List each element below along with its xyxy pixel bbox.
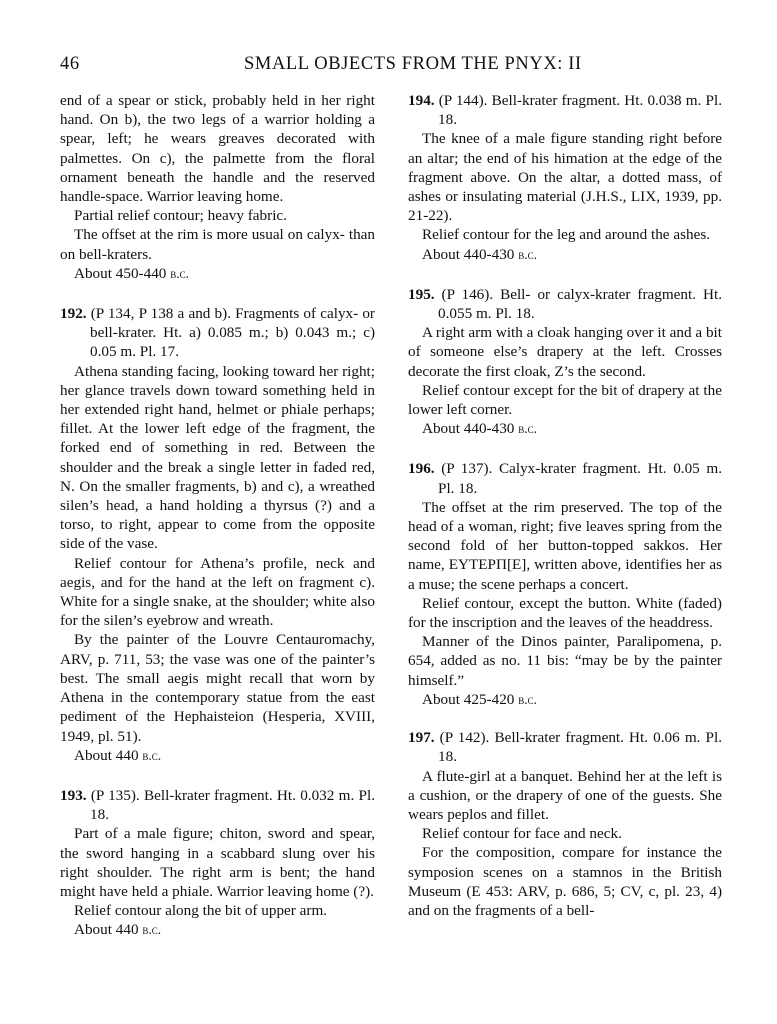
page-number: 46 (60, 54, 80, 74)
paragraph: Relief contour for Athena’s profile, neck and aegis, and for the hand at the left on fragment c). White for a single snake, at the shoulder; white also for the silen’s eyebrow and wreath. (60, 554, 375, 630)
paragraph: By the painter of the Louvre Centauromachy, ARV, p. 711, 53; the vase was one of the painter’s best. The small aegis might recall that worn by Athena in the contemporary statue from the east pediment of the Hephaisteion (Hesperia, XVIII, 1949, pl. 51). (60, 631, 375, 745)
paragraph: Partial relief contour; heavy fabric. (74, 207, 287, 225)
entry-heading: 194. (P 144). Bell-krater fragment. Ht. 0.038 m. Pl. 18. (408, 92, 722, 129)
paragraph: For the composition, compare for instance the symposion scenes on a stamnos in the British Museum (E 453: ARV, p. 686, 5; CV, c, pl. 23, 4) and on the fragments of a bell- (408, 844, 722, 919)
entry-date: About 440-430 b.c. (422, 420, 537, 438)
entry-date: About 440-430 b.c. (422, 245, 537, 263)
entry-number: 193. (60, 786, 87, 804)
entry-number: 197. (408, 729, 435, 747)
entry-number: 196. (408, 460, 435, 478)
paragraph: end of a spear or stick, probably held in her right hand. On b), the two legs of a warrior holding a spear, left; he wears greaves decorated with palmettes. On c), the palmette from the floral ornament beneath the handle and the reserved handle-space. Warrior leaving home. (60, 92, 375, 206)
era-label: b.c. (170, 265, 189, 281)
paragraph: A right arm with a cloak hanging over it and a bit of someone else’s drapery at the left. Crosses decorate the first cloak, Z’s the second. (408, 324, 722, 380)
paragraph: A flute-girl at a banquet. Behind her at the left is a cushion, or the drapery of one of the guests. She wears peplos and fillet. (408, 767, 722, 823)
entry-heading: 193. (P 135). Bell-krater fragment. Ht. 0.032 m. Pl. 18. (60, 786, 375, 824)
paragraph: The offset at the rim preserved. The top of the head of a woman, right; five leaves spring from the second fold of her button-topped sakkos. Her name, ΕΥΤΕΡΠ[Ε], written above, identifies her as a muse; the scene perhaps a concert. (408, 498, 722, 593)
catalog-entry-195 (408, 285, 722, 439)
paragraph: Relief contour, except the button. White (faded) for the inscription and the leaves of the headdress. (408, 594, 722, 632)
paragraph: The offset at the rim is more usual on calyx- than on bell-kraters. (60, 226, 375, 263)
entry-heading: 197. (P 142). Bell-krater fragment. Ht. 0.06 m. Pl. 18. (408, 729, 722, 766)
entry-number: 195. (408, 285, 435, 303)
entry-heading: 192. (P 134, P 138 a and b). Fragments of calyx- or bell-krater. Ht. a) 0.085 m.; b) 0.043 m.; c) 0.05 m. Pl. 17. (60, 305, 375, 361)
entry-heading: 196. (P 137). Calyx-krater fragment. Ht. 0.05 m. Pl. 18. (408, 460, 722, 497)
catalog-entry-192 (60, 304, 375, 765)
paragraph: Relief contour for face and neck. (422, 825, 622, 843)
left-column (60, 91, 375, 940)
entry-date: About 425-420 b.c. (422, 690, 537, 708)
entry-number: 192. (60, 305, 87, 323)
paragraph: Relief contour along the bit of upper arm. (74, 902, 328, 920)
paragraph: Athena standing facing, looking toward her right; her glance travels down toward something held in her extended right hand, helmet or phiale perhaps; fillet. At the lower left edge of the fragment, the forked end of something in red. Between the shoulder and the break a single letter in faded red, N. On the smaller fragments, b) and c), a wreathed silen’s head, a hand holding a thyrsus (?) and a torso, to right, appear to come from the opposite side of the vase. (60, 362, 375, 553)
running-title: SMALL OBJECTS FROM THE PNYX: II (244, 54, 582, 74)
paragraph: The knee of a male figure standing right before an altar; the end of his himation at the edge of the fragment above. On the altar, a dotted mass, of ashes or insulating material (J.H.S., LIX, 1939, pp. 21-22). (408, 130, 722, 225)
catalog-entry-193 (60, 786, 375, 940)
continuation-text (60, 91, 375, 264)
catalog-entry-196 (408, 459, 722, 709)
entry-date: About 440 b.c. (74, 921, 162, 939)
right-column (408, 91, 722, 920)
entry-date: About 440 b.c. (74, 746, 162, 764)
paragraph: Relief contour for the leg and around the ashes. (422, 226, 711, 244)
entry-number: 194. (408, 92, 435, 109)
entry-heading: 195. (P 146). Bell- or calyx-krater fragment. Ht. 0.055 m. Pl. 18. (408, 285, 722, 323)
paragraph: Manner of the Dinos painter, Paralipomena, p. 654, added as no. 11 bis: “may be by the painter himself.” (408, 633, 722, 689)
entry-date: About 450-440 b.c. (74, 264, 189, 282)
catalog-entry-197 (408, 728, 722, 920)
paragraph: Relief contour except for the bit of drapery at the lower left corner. (408, 381, 722, 419)
paragraph: Part of a male figure; chiton, sword and spear, the sword hanging in a scabbard slung over his right shoulder. The right arm is bent; the hand might have held a phiale. Warrior leaving home (?). (60, 825, 375, 900)
catalog-entry-194 (408, 91, 722, 264)
